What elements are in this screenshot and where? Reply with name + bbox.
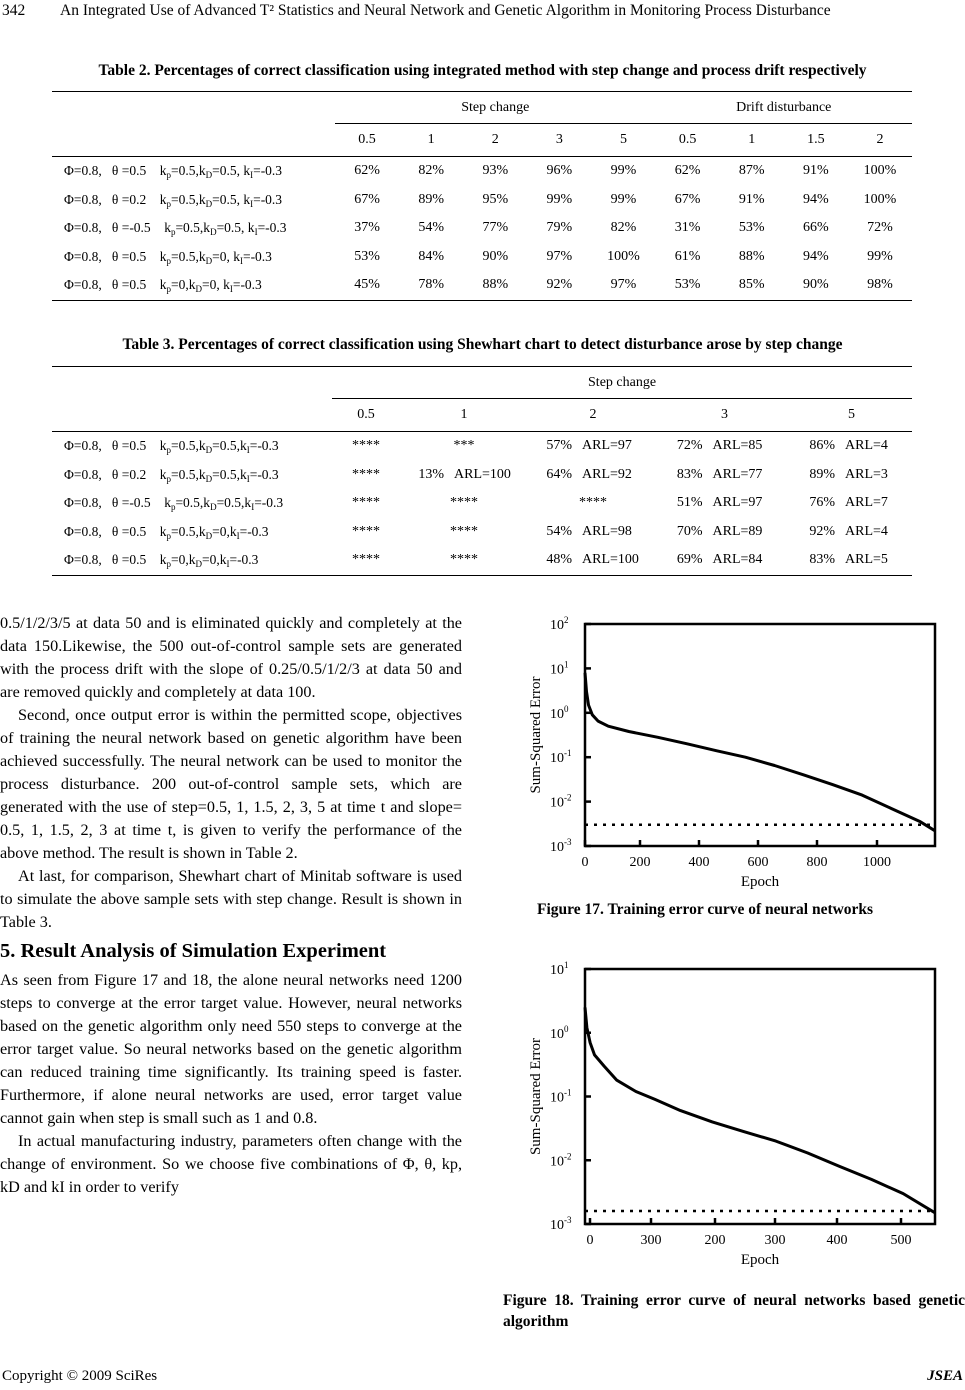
- table-cell: 90%: [482, 248, 509, 264]
- y-tick-label: $10^2$: [550, 615, 569, 633]
- row-label-theta: θ =0.5: [111, 163, 147, 179]
- row-label-theta: θ =0.5: [111, 277, 147, 293]
- cell-arl: ARL=84: [712, 552, 763, 568]
- table-cell: 87%: [720, 157, 784, 186]
- running-title: An Integrated Use of Advanced T² Statistics and Neural Network and Genetic Algorithm in Monitoring Process Disturbance: [60, 2, 831, 19]
- paragraph: Second, once output error is within the permitted scope, objectives of training the neural network based on genetic algorithm have been achieved successfully. The neural network can be used to monitor the process disturbance. 200 out-of-control sample sets, which are generated with the use of step=0.5, 1, 1.5, 2, 3, 5 at time t and slope= 0.5, 1, 1.5, 2, 3 at time t, is given to verify the performance of the above method. The result is shown in Table 2.: [0, 706, 462, 862]
- row-label-k: $k_p=0,k_D=0,k_I=-0.3$: [159, 552, 259, 570]
- table-row: [52, 432, 912, 461]
- table-row: [52, 546, 912, 575]
- row-label-theta: θ =0.5: [111, 248, 147, 264]
- table3-col-header: 3: [658, 399, 791, 432]
- table-cell: 100%: [607, 248, 640, 264]
- table-cell: 100%: [848, 157, 912, 186]
- y-tick-label: $10^{-2}$: [550, 1151, 572, 1170]
- row-label: [52, 546, 332, 575]
- table-cell: [528, 461, 658, 490]
- x-tick-label: 300: [764, 1233, 786, 1248]
- table2-col-header: 0.5: [656, 124, 720, 157]
- row-label-phi: Φ=0.8,: [64, 163, 102, 179]
- table-cell: 37%: [354, 220, 380, 236]
- table2-col-header: 2: [848, 124, 912, 157]
- row-label-k: $k_p=0,k_D=0$, $k_I=-0.3$: [159, 277, 262, 295]
- cell-arl: ARL=92: [582, 466, 632, 482]
- table-cell: 85%: [720, 271, 784, 300]
- row-label: [52, 243, 335, 272]
- table-cell: 99%: [591, 157, 655, 186]
- row-label: [52, 461, 332, 490]
- table2-group-header: Drift disturbance: [656, 92, 912, 124]
- table3-col-header: 5: [791, 399, 912, 432]
- row-label-phi: Φ=0.8,: [64, 438, 102, 454]
- row-label: [52, 432, 332, 461]
- table2-group-header: Step change: [335, 92, 656, 124]
- table-cell: [791, 489, 912, 518]
- table-cell: 62%: [335, 157, 399, 186]
- journal-abbrev: JSEA: [927, 1368, 963, 1384]
- error-curve: [585, 1007, 935, 1212]
- row-label-theta: θ =0.2: [111, 466, 147, 482]
- y-tick-label: $10^{-1}$: [550, 1087, 572, 1106]
- body-text-column: [0, 612, 462, 1199]
- cell-percent: 69%: [676, 552, 703, 568]
- paragraph: In actual manufacturing industry, parameters often change with the change of environment. So we choose five combinations of Φ, θ, kp, kD and kI in order to verify: [0, 1132, 462, 1196]
- row-label-phi: Φ=0.8,: [64, 277, 102, 293]
- x-tick-label: 500: [890, 1233, 912, 1248]
- cell-arl: ARL=97: [712, 495, 763, 511]
- row-label-phi: Φ=0.8,: [64, 248, 102, 264]
- table2-col-header: 3: [527, 124, 591, 157]
- row-label-phi: Φ=0.8,: [64, 466, 102, 482]
- table-cell: ****: [332, 546, 400, 575]
- page-number: 342: [2, 2, 26, 19]
- table-cell: 88%: [463, 271, 527, 300]
- cell-percent: 51%: [676, 495, 703, 511]
- y-tick-label: $10^{-2}$: [550, 792, 572, 811]
- x-tick-label: 600: [747, 855, 769, 870]
- row-label-phi: Φ=0.8,: [64, 523, 102, 539]
- table-cell: 94%: [802, 248, 829, 264]
- table2-col-header: 0.5: [335, 124, 399, 157]
- row-label-k: $k_p=0.5,k_D=0$, $k_I=-0.3$: [159, 248, 272, 266]
- cell-percent: 72%: [676, 438, 703, 454]
- table-cell: 54%: [418, 220, 444, 236]
- table-cell: 31%: [674, 220, 701, 236]
- row-label: [52, 214, 335, 243]
- cell-arl: ARL=5: [845, 552, 888, 568]
- table-cell: 94%: [802, 191, 829, 207]
- x-axis-label: Epoch: [740, 874, 780, 890]
- table-cell: [528, 432, 658, 461]
- table-cell: 90%: [784, 271, 848, 300]
- cell-arl: ARL=4: [845, 438, 888, 454]
- row-label-phi: Φ=0.8,: [64, 495, 102, 511]
- table-cell: 88%: [738, 248, 765, 264]
- table2-col-header: 1: [399, 124, 463, 157]
- table-cell: 66%: [802, 220, 829, 236]
- table-cell: ****: [579, 495, 607, 511]
- table-cell: [528, 546, 658, 575]
- table-cell: 72%: [867, 220, 893, 236]
- table-cell: [791, 518, 912, 547]
- paragraph: As seen from Figure 17 and 18, the alone neural networks need 1200 steps to converge at the error target value. However, neural networks based on the genetic algorithm only need 550 steps to converge at the error target value. So neural networks based on the genetic algorithm can reduced training time significantly. Its training speed is faster. Furthermore, if alone neural networks are used, error target value cannot gain when step is small such as 1 and 0.8.: [0, 971, 462, 1127]
- x-tick-label: 400: [688, 855, 710, 870]
- row-label-k: $k_p=0.5,k_D=0.5$, $k_I=-0.3$: [159, 163, 283, 181]
- table2-col-header: 1: [720, 124, 784, 157]
- cell-percent: 57%: [546, 438, 572, 454]
- table-cell: ****: [332, 432, 400, 461]
- table-cell: [791, 432, 912, 461]
- y-tick-label: $10^{-3}$: [550, 837, 572, 855]
- row-label-phi: Φ=0.8,: [64, 191, 102, 207]
- error-curve: [585, 673, 935, 831]
- cell-percent: 89%: [809, 466, 835, 482]
- table2: [52, 91, 912, 301]
- row-label-k: $k_p=0.5,k_D=0.5$, $k_I=-0.3$: [159, 191, 283, 209]
- table-cell: 91%: [784, 157, 848, 186]
- table-cell: 93%: [463, 157, 527, 186]
- row-label-k: $k_p=0.5,k_D=0.5,k_I=-0.3$: [159, 466, 279, 484]
- table-cell: 91%: [738, 191, 765, 207]
- table-cell: ****: [352, 495, 380, 511]
- row-label: [52, 518, 332, 547]
- table-cell: 78%: [399, 271, 463, 300]
- table-cell: ****: [450, 523, 478, 539]
- cell-percent: 92%: [809, 523, 835, 539]
- y-tick-label: $10^1$: [550, 960, 569, 978]
- section-heading: 5. Result Analysis of Simulation Experiment: [0, 940, 387, 962]
- cell-arl: ARL=4: [845, 523, 888, 539]
- table-cell: 79%: [546, 220, 573, 236]
- table-row: [52, 271, 912, 300]
- table-cell: ****: [450, 495, 478, 511]
- row-label-theta: θ =0.5: [111, 438, 147, 454]
- table3-caption: Table 3. Percentages of correct classification using Shewhart chart to detect disturbance arose by step change: [122, 336, 843, 353]
- table-cell: [400, 461, 528, 490]
- cell-percent: 64%: [546, 466, 572, 482]
- table-cell: 97%: [546, 248, 573, 264]
- row-label-k: $k_p=0.5,k_D=0.5,k_I=-0.3$: [164, 495, 284, 513]
- table-cell: 67%: [674, 191, 701, 207]
- y-axis-label: Sum-Squared Error: [528, 676, 544, 794]
- row-label: [52, 157, 335, 186]
- x-tick-label: 800: [806, 855, 828, 870]
- table-cell: 62%: [656, 157, 720, 186]
- cell-arl: ARL=100: [582, 552, 639, 568]
- table3: [52, 366, 912, 576]
- row-label-k: $k_p=0.5,k_D=0.5,k_I=-0.3$: [159, 438, 279, 456]
- table-row: [52, 489, 912, 518]
- cell-percent: 83%: [809, 552, 835, 568]
- table-cell: [658, 518, 791, 547]
- y-axis-label: Sum-Squared Error: [528, 1037, 544, 1156]
- table-cell: ****: [352, 466, 380, 482]
- table-cell: 89%: [418, 191, 444, 207]
- table-cell: [791, 546, 912, 575]
- x-tick-label: 400: [826, 1233, 848, 1248]
- table-cell: 99%: [610, 191, 637, 207]
- cell-percent: 86%: [809, 438, 835, 454]
- y-tick-label: $10^0$: [550, 1023, 569, 1042]
- row-label-theta: θ =0.5: [111, 523, 147, 539]
- table-cell: 67%: [354, 191, 380, 207]
- figure17-chart: [505, 605, 945, 893]
- table-cell: [658, 489, 791, 518]
- cell-percent: 76%: [809, 495, 835, 511]
- cell-percent: 54%: [546, 523, 572, 539]
- x-tick-label: 0: [581, 855, 589, 870]
- cell-arl: ARL=85: [712, 438, 763, 454]
- cell-arl: ARL=3: [845, 466, 888, 482]
- table-cell: ****: [400, 546, 528, 575]
- figure18-chart: [505, 950, 945, 1280]
- table-cell: [658, 461, 791, 490]
- paragraph: 0.5/1/2/3/5 at data 50 and is eliminated quickly and completely at the data 150.Likewise, the 500 out-of-control sample sets are generated with the process drift with the slope of 0.25/0.5/1/2/3 at data 50 and are removed quickly and completely at data 100.: [0, 614, 462, 701]
- y-tick-label: $10^1$: [550, 659, 569, 678]
- table-cell: 53%: [738, 220, 765, 236]
- table-cell: 100%: [863, 191, 897, 207]
- table-cell: 96%: [527, 157, 591, 186]
- cell-arl: ARL=77: [712, 466, 763, 482]
- row-label-theta: θ =-0.5: [111, 220, 151, 236]
- row-label-theta: θ =-0.5: [111, 495, 151, 511]
- table3-group-header: Step change: [332, 367, 912, 399]
- table-row: [52, 157, 912, 186]
- table2-col-header: 2: [463, 124, 527, 157]
- row-label: [52, 186, 335, 215]
- table-cell: 61%: [674, 248, 701, 264]
- copyright: Copyright © 2009 SciRes: [2, 1368, 158, 1384]
- table-cell: 53%: [354, 248, 380, 264]
- y-tick-label: $10^{-3}$: [550, 1215, 572, 1233]
- row-label-phi: Φ=0.8,: [64, 220, 102, 236]
- cell-arl: ARL=97: [582, 438, 632, 454]
- table-row: [52, 214, 912, 243]
- table-cell: [791, 461, 912, 490]
- table-cell: 92%: [527, 271, 591, 300]
- table-cell: 45%: [335, 271, 399, 300]
- table-row: [52, 518, 912, 547]
- x-axis-label: Epoch: [740, 1252, 780, 1268]
- cell-percent: 48%: [546, 552, 572, 568]
- x-tick-label: 300: [640, 1233, 662, 1248]
- table-cell: 82%: [610, 220, 637, 236]
- table-row: [52, 186, 912, 215]
- cell-arl: ARL=98: [582, 523, 632, 539]
- x-tick-label: 1000: [863, 855, 891, 870]
- table-cell: 98%: [848, 271, 912, 300]
- row-label-k: $k_p=0.5,k_D=0.5$, $k_I=-0.3$: [164, 220, 287, 238]
- table-cell: ****: [352, 523, 380, 539]
- table-cell: [658, 546, 791, 575]
- table2-caption: Table 2. Percentages of correct classification using integrated method with step change and process drift respectively: [98, 62, 867, 79]
- cell-percent: 83%: [676, 466, 703, 482]
- table2-col-header: 5: [591, 124, 655, 157]
- table-cell: 99%: [867, 248, 893, 264]
- table3-col-header: 1: [400, 399, 528, 432]
- table-cell: 84%: [418, 248, 444, 264]
- cell-percent: 13%: [418, 466, 444, 482]
- table-row: [52, 461, 912, 490]
- table3-col-header: 0.5: [332, 399, 400, 432]
- cell-arl: ARL=7: [845, 495, 888, 511]
- row-label-k: $k_p=0.5,k_D=0,k_I=-0.3$: [159, 523, 269, 541]
- y-tick-label: $10^{-1}$: [550, 748, 572, 767]
- row-label: [52, 271, 335, 300]
- table-cell: 99%: [546, 191, 573, 207]
- row-label-phi: Φ=0.8,: [64, 552, 102, 568]
- cell-percent: 70%: [676, 523, 703, 539]
- cell-arl: ARL=89: [712, 523, 763, 539]
- x-tick-label: 200: [629, 855, 651, 870]
- figure17-caption: Figure 17. Training error curve of neural networks: [537, 901, 874, 918]
- table-cell: 82%: [399, 157, 463, 186]
- row-label: [52, 489, 332, 518]
- table-cell: 95%: [482, 191, 509, 207]
- table-cell: [528, 518, 658, 547]
- y-tick-label: $10^0$: [550, 703, 569, 722]
- table3-col-header: 2: [528, 399, 658, 432]
- table-row: [52, 243, 912, 272]
- table-cell: 77%: [482, 220, 509, 236]
- table-cell: ***: [400, 432, 528, 461]
- cell-arl: ARL=100: [454, 466, 511, 482]
- row-label-theta: θ =0.5: [111, 552, 147, 568]
- table2-col-header: 1.5: [784, 124, 848, 157]
- table-cell: 97%: [591, 271, 655, 300]
- table-cell: 53%: [656, 271, 720, 300]
- table-cell: [658, 432, 791, 461]
- figure18-caption: Figure 18. Training error curve of neural networks based genetic algorithm: [503, 1292, 965, 1330]
- plot-frame: [585, 624, 935, 846]
- paragraph: At last, for comparison, Shewhart chart of Minitab software is used to simulate the above sample sets with step change. Result is shown in Table 3.: [0, 867, 462, 931]
- x-tick-label: 200: [704, 1233, 726, 1248]
- row-label-theta: θ =0.2: [111, 191, 147, 207]
- x-tick-label: 0: [586, 1233, 594, 1248]
